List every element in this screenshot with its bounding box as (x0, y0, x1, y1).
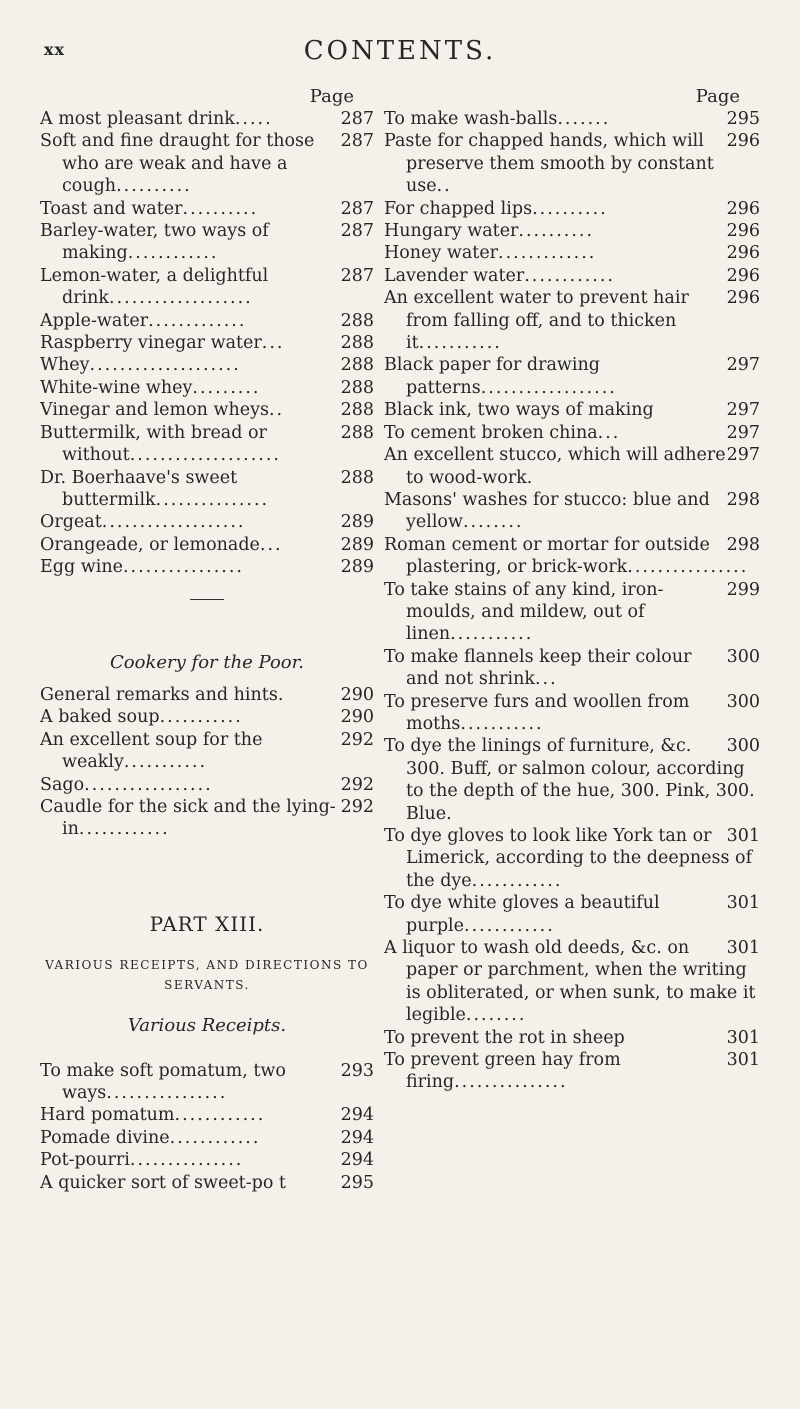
entry-page-number: 301 (726, 1050, 760, 1071)
contents-entry (40, 684, 374, 706)
entry-leader-dots: ........... (418, 333, 502, 354)
entry-leader-dots: ........... (450, 624, 534, 645)
entry-leader-dots: . (446, 803, 454, 824)
entry-leader-dots: .......... (532, 198, 608, 219)
contents-entry (40, 556, 374, 578)
entry-page-number: 301 (726, 893, 760, 914)
entries-cookery-poor (40, 684, 374, 841)
section-title-cookery-poor: Cookery for the Poor. (110, 651, 304, 673)
entry-page-number: 296 (726, 221, 760, 242)
entry-title: Barley-water, two ways of making (40, 221, 269, 264)
entry-title: Roman cement or mortar for outside plastering, or brick-work (384, 534, 710, 578)
contents-entry (384, 489, 760, 534)
page-column-label: Page (309, 86, 354, 107)
entry-page-number: 292 (340, 774, 374, 795)
contents-entry (40, 332, 374, 354)
entry-leader-dots: ............ (78, 819, 170, 840)
contents-entry (40, 108, 374, 130)
contents-entry (384, 1049, 760, 1094)
entry-title: Vinegar and lemon wheys (40, 400, 269, 421)
contents-entry (40, 1060, 374, 1105)
entry-page-number: 290 (340, 707, 374, 728)
entry-title: Apple-water (40, 310, 149, 331)
contents-entry (40, 399, 374, 421)
entry-title: To prevent green hay from firing (384, 1050, 621, 1093)
entry-leader-dots: .................... (89, 355, 241, 376)
entry-leader-dots: .......... (182, 198, 259, 219)
right-column (384, 86, 760, 1094)
entry-leader-dots: ................. (84, 774, 213, 795)
contents-entry (384, 646, 760, 691)
section-divider (190, 599, 224, 600)
entry-title: A baked soup (40, 707, 160, 728)
entry-title: Pomade divine (40, 1127, 170, 1148)
entry-page-number: 287 (340, 198, 374, 219)
entry-page-number: 289 (340, 512, 374, 533)
entry-title: Masons' washes for stucco: blue and yellow (384, 489, 710, 533)
entry-leader-dots: .................... (129, 445, 281, 466)
contents-entry (384, 265, 760, 287)
entry-title: To cement broken china (384, 422, 598, 443)
entry-leader-dots: ........... (460, 713, 544, 734)
contents-entry (40, 1149, 374, 1171)
running-title: CONTENTS. (303, 36, 497, 66)
entry-leader-dots: ............ (169, 1127, 261, 1148)
entry-page-number: 288 (340, 355, 374, 376)
entry-title: To dye gloves to look like York tan or Limerick, according to the deepness of the dye (384, 826, 753, 891)
contents-entry (40, 467, 374, 512)
entry-page-number: 296 (726, 131, 760, 152)
part-title: PART XIII. (149, 911, 265, 936)
contents-entry (384, 579, 760, 646)
entry-leader-dots: ............ (464, 915, 555, 936)
entry-title: Lavender water (384, 265, 525, 286)
entry-leader-dots: ................ (122, 557, 244, 578)
entry-title: An excellent water to prevent hair from falling off, and to thicken it (384, 288, 689, 354)
entry-title: Egg wine (40, 557, 123, 578)
entry-title: White-wine whey (40, 377, 193, 398)
entry-page-number: 292 (340, 796, 374, 817)
contents-entry (40, 1127, 374, 1149)
contents-entry (384, 108, 760, 130)
contents-entry (384, 198, 760, 220)
entry-title: General remarks and hints (40, 684, 278, 705)
entry-page-number: 289 (340, 557, 374, 578)
entry-leader-dots: .. (268, 400, 285, 421)
page-column-label-right: Page (695, 86, 740, 107)
contents-entry (384, 691, 760, 736)
entry-page-number: 301 (726, 1027, 760, 1048)
contents-entry (40, 310, 374, 332)
contents-entry (40, 377, 374, 399)
contents-entry (40, 774, 374, 796)
entry-leader-dots: .......... (116, 176, 192, 197)
entry-page-number: 294 (340, 1105, 374, 1126)
entry-page-number: 292 (340, 729, 374, 750)
entry-page-number: 296 (726, 288, 760, 309)
entry-page-number: 298 (726, 534, 760, 555)
entry-page-number: 296 (726, 265, 760, 286)
entry-title: To make wash-balls (384, 109, 558, 129)
entry-page-number: 297 (726, 445, 760, 466)
entry-page-number: 297 (726, 355, 760, 376)
contents-entry (384, 892, 760, 937)
entry-title: To make flannels keep their colour and not shrink (384, 646, 692, 690)
entry-title: Sago (40, 774, 85, 795)
contents-entry (40, 534, 374, 556)
entry-title: Dr. Boerhaave's sweet buttermilk (40, 467, 238, 510)
entry-leader-dots: .................. (480, 377, 617, 398)
entry-title: Toast and water (40, 198, 183, 219)
entry-page-number: 295 (726, 109, 760, 129)
entry-leader-dots: ........ (462, 512, 524, 533)
contents-entry (384, 735, 760, 825)
entry-leader-dots: ..... (234, 109, 273, 129)
contents-entry (384, 242, 760, 264)
entry-title: To dye the linings of furniture, &c. 300. Buff, or salmon colour, according to the depth of the hue, 300. Pink, 300. Blue (384, 736, 755, 824)
contents-entry (40, 130, 374, 197)
entry-title: Lemon-water, a delightful drink (40, 265, 269, 309)
entries-right (384, 108, 760, 1094)
entry-title: Black ink, two ways of making (384, 400, 654, 421)
entry-leader-dots: ........ (465, 1005, 527, 1026)
entry-page-number: 287 (340, 221, 374, 242)
contents-entry (40, 729, 374, 774)
entry-leader-dots: ............... (454, 1072, 568, 1093)
entry-page-number: 297 (726, 422, 760, 443)
left-column (40, 86, 374, 1194)
entry-leader-dots: ............ (524, 265, 615, 286)
entry-title: A quicker sort of sweet-po t (40, 1172, 286, 1193)
contents-entry (40, 198, 374, 220)
entry-title: An excellent soup for the weakly (40, 729, 263, 773)
entry-page-number: 299 (726, 579, 760, 600)
entry-page-number: 288 (340, 422, 374, 443)
entry-title: For chapped lips (384, 198, 533, 219)
entry-page-number: 300 (726, 736, 760, 757)
entry-leader-dots: ........... (123, 752, 208, 773)
entry-title: Orgeat (40, 512, 102, 533)
contents-entry (40, 265, 374, 310)
contents-entry (40, 220, 374, 265)
entry-page-number: 287 (340, 131, 374, 152)
contents-entry (384, 444, 760, 489)
entry-leader-dots: .......... (518, 221, 595, 242)
contents-entry (384, 1027, 760, 1049)
entry-leader-dots: ........... (159, 707, 243, 728)
entry-page-number: 287 (340, 109, 374, 129)
contents-entry (384, 220, 760, 242)
entry-leader-dots: ............... (155, 489, 270, 510)
entry-leader-dots: .. (436, 176, 452, 197)
entry-leader-dots: ................ (627, 557, 749, 578)
contents-entry (384, 354, 760, 399)
entry-page-number: 294 (340, 1150, 374, 1171)
entry-page-number: 301 (726, 938, 760, 959)
entry-leader-dots: ....... (557, 109, 611, 129)
contents-entry (40, 511, 374, 533)
contents-entry (384, 825, 760, 892)
entry-leader-dots: ......... (192, 377, 261, 398)
page-header (0, 36, 800, 76)
entry-leader-dots: ................... (109, 288, 253, 309)
entry-title: Whey (40, 355, 90, 376)
contents-entry (40, 1104, 374, 1126)
contents-entry (384, 287, 760, 354)
entry-leader-dots: ... (261, 333, 285, 354)
entry-leader-dots: ... (534, 669, 558, 690)
contents-entry (40, 1172, 374, 1194)
entry-title: To preserve furs and woollen from moths (384, 691, 690, 734)
entry-page-number: 294 (340, 1127, 374, 1148)
contents-entry (384, 399, 760, 421)
entry-page-number: 288 (340, 377, 374, 398)
entry-page-number: 301 (726, 826, 760, 846)
entry-page-number: 298 (726, 489, 760, 510)
entry-title: Buttermilk, with bread or without (40, 422, 267, 466)
entry-title: A liquor to wash old deeds, &c. on paper or parchment, when the writing is obliterated, or when sunk, to make it legible (384, 938, 756, 1026)
contents-entry (384, 422, 760, 444)
entry-leader-dots: ............. (148, 310, 247, 331)
entry-page-number: 288 (340, 400, 374, 421)
entry-page-number: 290 (340, 684, 374, 705)
contents-entry (384, 937, 760, 1027)
entry-page-number: 288 (340, 333, 374, 354)
entry-leader-dots: ... (597, 422, 621, 443)
contents-entry (40, 706, 374, 728)
entry-leader-dots: ............ (174, 1105, 266, 1126)
entry-leader-dots: ................... (101, 512, 246, 533)
contents-entry (40, 354, 374, 376)
entry-title: Honey water (384, 243, 499, 264)
entry-page-number: 287 (340, 265, 374, 286)
entry-title: Caudle for the sick and the lying-in (40, 796, 336, 840)
entry-title: Orangeade, or lemonade (40, 534, 260, 555)
entry-leader-dots: ............ (471, 870, 563, 891)
entry-title: Hungary water (384, 221, 519, 242)
entry-page-number: 289 (340, 534, 374, 555)
entry-page-number: 295 (340, 1172, 374, 1193)
entry-title: To prevent the rot in sheep (384, 1027, 625, 1048)
entry-title: Pot-pourri (40, 1150, 130, 1171)
page-number: xx (44, 40, 66, 59)
contents-entry (40, 422, 374, 467)
entry-leader-dots: ............... (129, 1150, 244, 1171)
entry-title: Paste for chapped hands, which will preserve them smooth by constant use (384, 131, 714, 197)
entry-title: To take stains of any kind, iron-moulds, and mildew, out of linen (384, 579, 664, 645)
contents-entry (384, 534, 760, 579)
entry-title: A most pleasant drink (40, 109, 235, 129)
subsection-title-various-receipts: Various Receipts. (127, 1015, 287, 1037)
entry-leader-dots: ............ (127, 243, 219, 264)
entry-title: An excellent stucco, which will adhere to wood-work. (384, 445, 726, 488)
entries-various-receipts (40, 1060, 374, 1194)
entry-title: Raspberry vinegar water (40, 333, 262, 354)
entry-title: To make soft pomatum, two ways (40, 1060, 286, 1103)
entry-page-number: 288 (340, 467, 374, 488)
entry-title: Black paper for drawing patterns (384, 355, 600, 398)
entry-page-number: 296 (726, 243, 760, 264)
entries-drinks (40, 108, 374, 579)
entry-leader-dots: ... (259, 534, 283, 555)
entry-leader-dots: ............. (498, 243, 597, 264)
entry-page-number: 288 (340, 310, 374, 331)
entry-title: To dye white gloves a beautiful purple (384, 893, 660, 936)
entry-leader-dots: ................ (106, 1083, 228, 1103)
contents-entry (384, 130, 760, 197)
entry-page-number: 300 (726, 691, 760, 712)
entry-page-number: 293 (340, 1060, 374, 1081)
contents-entry (40, 796, 374, 841)
entry-title: Hard pomatum (40, 1105, 175, 1126)
entry-title: Soft and fine draught for those who are weak and have a cough (40, 131, 315, 197)
entry-page-number: 296 (726, 198, 760, 219)
entry-leader-dots: . (277, 684, 286, 705)
entry-page-number: 300 (726, 646, 760, 667)
entry-page-number: 297 (726, 400, 760, 421)
part-subtitle: VARIOUS RECEIPTS, AND DIRECTIONS TO SERVANTS. (45, 958, 369, 993)
